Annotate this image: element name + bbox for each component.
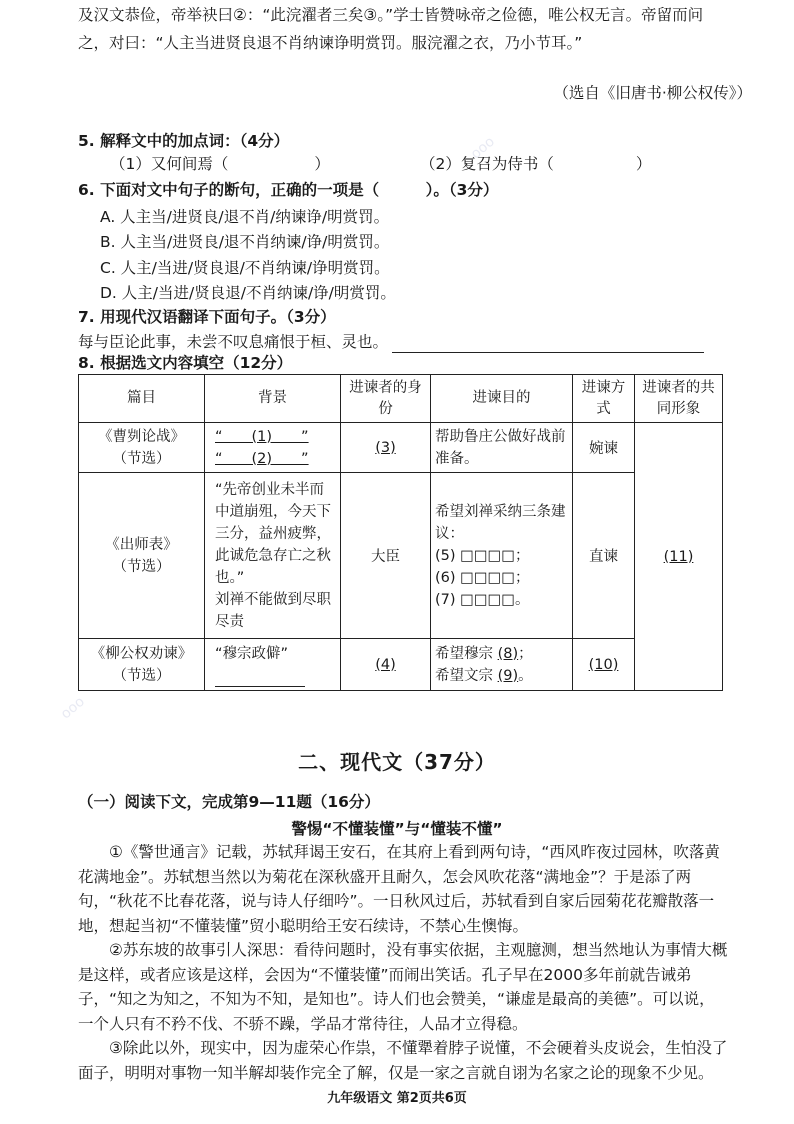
background-cell[interactable]: “穆宗政僻” [205,639,341,691]
purpose-cell[interactable]: 希望刘禅采纳三条建议： (5) □□□□； (6) □□□□； (7) □□□□。 [431,473,573,639]
col-header: 进谏者的共同形象 [635,375,723,423]
option-a[interactable]: A. 人主当/进贤良/退不肖/纳谏诤/明赏罚。 [100,208,390,226]
col-header: 背景 [205,375,341,423]
question-8-stem: 8. 根据选文内容填空（12分） [78,354,293,372]
question-6-stem: 6. 下面对文中句子的断句，正确的一项是（ ）。（3分） [78,181,499,199]
image-cell[interactable]: (11) [635,423,723,691]
identity-cell: 大臣 [341,473,431,639]
paragraph-1: ①《警世通言》记载，苏轼拜谒王安石，在其府上看到两句诗，“西风昨夜过园林，吹落黄花满地金”。苏轼想当然以为菊花在深秋盛开且耐久，怎会风吹花落“满地金”？于是添了两句，“秋花不比春花落，说与诗人仔细吟”。一日秋风过后，苏轼看到自家后园菊花花瓣散落一地，想起当初“不懂装懂”贸小聪明给王安石续诗，不禁心生懊悔。 [78,843,720,935]
col-header: 进谏方式 [573,375,635,423]
question-7-stem: 7. 用现代汉语翻译下面句子。（3分） [78,308,336,326]
answer-line[interactable] [215,672,305,687]
watermark: ooo [467,133,498,163]
method-cell: 婉谏 [573,423,635,473]
col-header: 进谏者的身份 [341,375,431,423]
watermark: ooo [57,693,88,723]
question-5-item-1: （1）又何间焉（ ） [110,155,330,173]
purpose-cell: 帮助鲁庄公做好战前准备。 [431,423,573,473]
question-5-item-2: （2）复召为侍书（ ） [420,155,652,173]
method-cell: 直谏 [573,473,635,639]
question-5-stem: 5. 解释文中的加点词：（4分） [78,132,290,150]
reading-intro: （一）阅读下文，完成第9—11题（16分） [78,793,380,811]
section-title: 二、现代文（37分） [298,750,496,774]
question-7-sentence: 每与臣论此事，未尝不叹息痛恨于桓、灵也。 [78,331,704,353]
title-cell: 《柳公权劝谏》 （节选） [79,639,205,691]
passage-source: （选自《旧唐书·柳公权传》） [553,84,752,102]
table-row [79,473,723,639]
paragraph-3: ③除此以外，现实中，因为虚荣心作祟，不懂犟着脖子说懂，不会硬着头皮说会，生怕没了面子，明明对事物一知半解却装作完全了解，仅是一家之言就自诩为名家之论的现象不少见。 [78,1039,728,1082]
article-title: 警惕“不懂装懂”与“懂装不懂” [291,820,503,838]
paragraph-2: ②苏东坡的故事引人深思：看待问题时，没有事实依据，主观臆测，想当然地认为事情大概是这样，或者应该是这样，会因为“不懂装懂”而闹出笑话。孔子早在2000多年前就告诫弟子，“知之为知之，不知为不知，是知也”。诗人们也会赞美，“谦虚是最高的美德”。可以说，一个人只有不矜不伐、不骄不躁，学品才常待往，人品才立得稳。 [78,941,728,1033]
option-b[interactable]: B. 人主当/进贤良/退不肖纳谏/诤/明赏罚。 [100,233,390,251]
passage-line: 及汉文恭俭，帝举袂曰②：“此浣濯者三矣③。”学士皆赞咏帝之俭德，唯公权无言。帝留而问 [78,6,704,24]
method-cell[interactable]: (10) [573,639,635,691]
passage-line: 之，对曰：“人主当进贤良退不肖纳谏诤明赏罚。服浣濯之衣，乃小节耳。” [78,34,583,52]
page-footer: 九年级语文 第2页共6页 [327,1091,467,1106]
option-d[interactable]: D. 人主/当进/贤良退/不肖纳谏/诤/明赏罚。 [100,284,396,302]
title-cell: 《曹刿论战》 （节选） [79,423,205,473]
identity-cell[interactable]: (4) [341,639,431,691]
purpose-cell[interactable]: 希望穆宗 (8)； 希望文宗 (9)。 [431,639,573,691]
background-cell: “先帝创业未半而中道崩殂，今天下三分，益州疲弊，此诚危急存亡之秋也。” 刘禅不能做到尽职尽责 [205,473,341,639]
table-row [79,423,723,473]
table-row [79,639,723,691]
answer-line[interactable] [392,352,704,353]
question-5-item-1-text: （1）又何间焉（ [110,155,229,173]
option-c[interactable]: C. 人主/当进/贤良退/不肖纳谏/诤明赏罚。 [100,259,390,277]
col-header: 进谏目的 [431,375,573,423]
identity-cell[interactable]: (3) [341,423,431,473]
col-header: 篇目 [79,375,205,423]
background-cell[interactable]: “ (1) ” “ (2) ” [205,423,341,473]
question-8-table [78,374,723,691]
question-5-item-2-text: （2）复召为侍书（ [420,155,554,173]
title-cell: 《出师表》 （节选） [79,473,205,639]
